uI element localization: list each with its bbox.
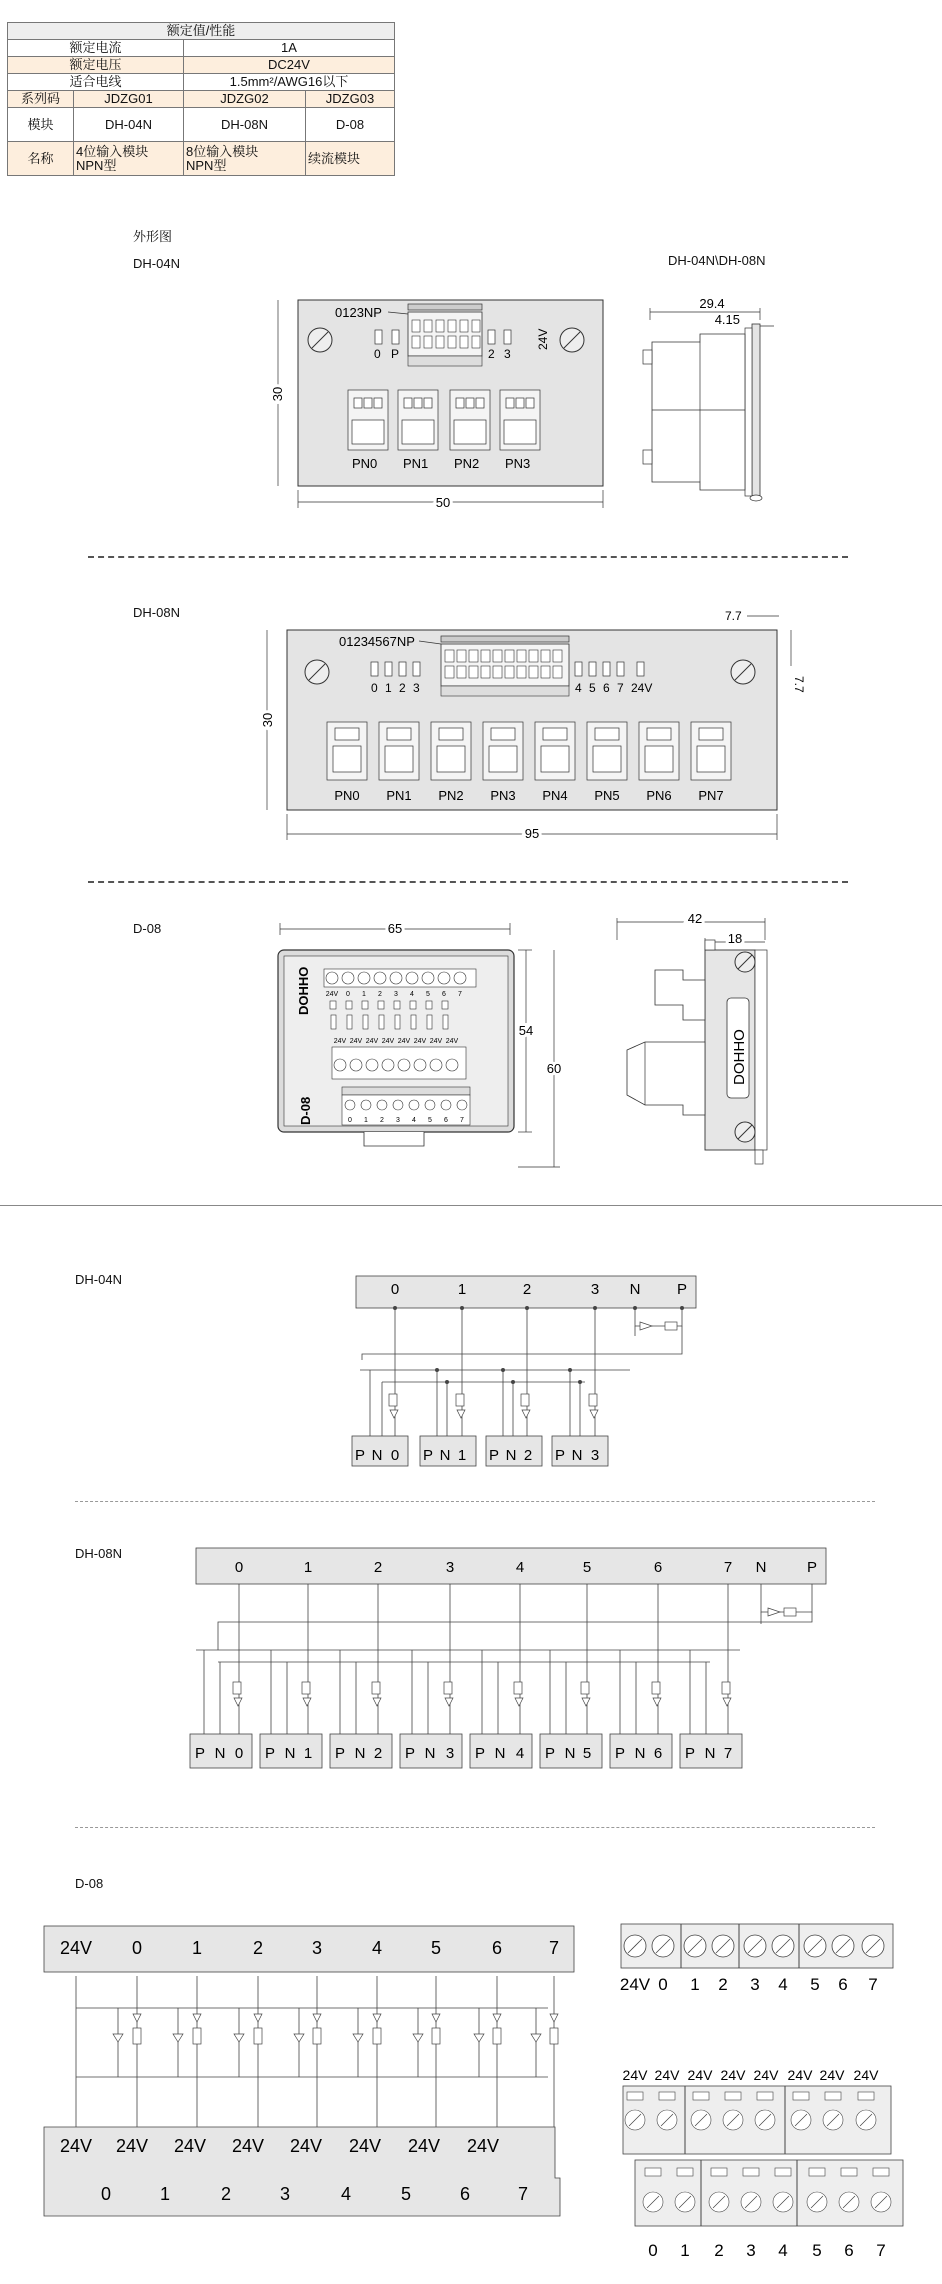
pin-label: 2 xyxy=(373,1745,383,1762)
side-view-label: DH-04N\DH-08N xyxy=(668,253,766,268)
terminal-label: 1 xyxy=(457,1281,467,1298)
screw-icon xyxy=(305,660,329,684)
terminal-label: 24V xyxy=(819,2067,845,2083)
screw-icon xyxy=(735,1122,755,1142)
terminal-label: 5 xyxy=(426,991,430,998)
pin-label: N xyxy=(424,1745,436,1762)
connector-pn2 xyxy=(450,390,490,450)
pin-label: 5 xyxy=(582,1745,592,1762)
dh08n-wiring-diagram xyxy=(180,1542,840,1782)
voltage-label: 24V xyxy=(631,681,653,695)
terminal-label: 24V xyxy=(348,2136,382,2156)
pin-label: 1 xyxy=(457,1447,467,1464)
terminal-label: 24V xyxy=(466,2136,500,2156)
product-name: 8位输入模块 NPN型 xyxy=(184,142,306,176)
terminal-label: 3 xyxy=(394,991,398,998)
strip-label: 0123NP xyxy=(335,305,382,320)
terminal-label: 24V xyxy=(720,2067,746,2083)
terminal-label: 1 xyxy=(159,2184,171,2204)
terminal-label: 24V xyxy=(397,1038,411,1045)
terminal-label: 24V xyxy=(349,1038,363,1045)
side-dim-a: 29.4 xyxy=(699,296,725,311)
brand-label: DOHHO xyxy=(731,1029,748,1085)
terminal-label: 4 xyxy=(778,1975,788,1994)
terminal-label: 7 xyxy=(723,1559,733,1576)
terminal-label: 5 xyxy=(428,1117,432,1124)
d08-side-view-drawing xyxy=(605,910,795,1175)
terminal-label: 24V xyxy=(231,2136,265,2156)
spec-table xyxy=(7,22,395,176)
module-name: DH-04N xyxy=(74,108,184,142)
divider xyxy=(88,881,848,883)
pin-label: 4 xyxy=(515,1745,525,1762)
terminal-label: 0 xyxy=(346,991,350,998)
pin-label: 6 xyxy=(653,1745,663,1762)
connector-pn7 xyxy=(691,722,731,780)
pin-label: P xyxy=(264,1745,276,1762)
terminal-label: 2 xyxy=(380,1117,384,1124)
pin-label: P xyxy=(614,1745,626,1762)
pin-label: P xyxy=(194,1745,206,1762)
dim-right-b: 7.7 xyxy=(792,676,806,693)
pin-label: P xyxy=(488,1447,500,1464)
led-label: 3 xyxy=(504,347,511,361)
terminal-label: 7 xyxy=(517,2184,529,2204)
name-label: 名称 xyxy=(8,142,74,176)
terminal-label: 7 xyxy=(548,1938,560,1958)
series-code: JDZG03 xyxy=(306,91,395,108)
series-code: JDZG02 xyxy=(184,91,306,108)
terminal-label: N xyxy=(755,1559,767,1576)
led-label: 5 xyxy=(589,681,596,695)
pin-label: P xyxy=(422,1447,434,1464)
terminal-label: 4 xyxy=(778,2241,788,2260)
terminal-label: 6 xyxy=(838,1975,848,1994)
terminal-label: 3 xyxy=(396,1117,400,1124)
d08-outline-drawing xyxy=(270,915,570,1175)
terminal-label: 24V xyxy=(853,2067,879,2083)
spec-value: 1A xyxy=(184,40,395,57)
terminal-label: 3 xyxy=(590,1281,600,1298)
terminal-label: 3 xyxy=(279,2184,291,2204)
pin-label: N xyxy=(571,1447,583,1464)
series-code: JDZG01 xyxy=(74,91,184,108)
led-icon xyxy=(233,1608,796,1706)
pin-label: P xyxy=(474,1745,486,1762)
terminal-label: 3 xyxy=(746,2241,756,2260)
terminal-label: 4 xyxy=(371,1938,383,1958)
spec-value: 1.5mm²/AWG16以下 xyxy=(184,74,395,91)
terminal-label: 2 xyxy=(522,1281,532,1298)
side-dim-b: 4.15 xyxy=(714,312,740,327)
terminal-label: 2 xyxy=(252,1938,264,1958)
terminal-label: 24V xyxy=(333,1038,347,1045)
port-label: PN3 xyxy=(505,456,531,471)
terminal-label: 24V xyxy=(753,2067,779,2083)
spec-label: 额定电压 xyxy=(8,57,184,74)
terminal-label: 1 xyxy=(362,991,366,998)
dim-height: 30 xyxy=(260,712,275,728)
terminal-label: 4 xyxy=(515,1559,525,1576)
led-label: 3 xyxy=(413,681,420,695)
terminal-label: 24V xyxy=(289,2136,323,2156)
dh08n-outline-label: DH-08N xyxy=(133,605,180,620)
terminal-label: 4 xyxy=(410,991,414,998)
module-name: D-08 xyxy=(306,108,395,142)
terminal-label: 7 xyxy=(458,991,462,998)
divider xyxy=(75,1501,875,1502)
d08-outline-label: D-08 xyxy=(133,921,162,936)
terminal-label: 24V xyxy=(325,991,339,998)
terminal-label: 24V xyxy=(787,2067,813,2083)
led-label: 2 xyxy=(399,681,406,695)
side-dim-a: 42 xyxy=(687,911,703,926)
terminal-label: 6 xyxy=(459,2184,471,2204)
port-label: PN6 xyxy=(646,788,672,803)
pin-label: 7 xyxy=(723,1745,733,1762)
led-label: 1 xyxy=(385,681,392,695)
module-label: 模块 xyxy=(8,108,74,142)
product-name: 续流模块 xyxy=(306,142,395,176)
pin-label: P xyxy=(354,1447,366,1464)
terminal-label: 1 xyxy=(364,1117,368,1124)
pin-label: N xyxy=(704,1745,716,1762)
brand-label: DOHHO xyxy=(296,966,311,1015)
dim-width: 50 xyxy=(435,495,451,510)
terminal-label: 24V xyxy=(619,1975,651,1994)
terminal-label: 0 xyxy=(658,1975,668,1994)
terminal-label: 24V xyxy=(407,2136,441,2156)
pin-label: P xyxy=(544,1745,556,1762)
screw-icon xyxy=(735,952,755,972)
pin-label: N xyxy=(439,1447,451,1464)
connector-pn3 xyxy=(483,722,523,780)
screw-icon xyxy=(560,328,584,352)
led-label: 4 xyxy=(575,681,582,695)
terminal-label: 24V xyxy=(654,2067,680,2083)
pin-label: N xyxy=(494,1745,506,1762)
terminal-label: 3 xyxy=(311,1938,323,1958)
led-label: 2 xyxy=(488,347,495,361)
terminal-label: 6 xyxy=(653,1559,663,1576)
terminal-label: 7 xyxy=(876,2241,886,2260)
terminal-label: 1 xyxy=(680,2241,690,2260)
side-view-drawing xyxy=(640,290,790,520)
connector-pn0 xyxy=(327,722,367,780)
connector-pn1 xyxy=(398,390,438,450)
dh08n-outline-drawing xyxy=(255,610,815,840)
terminal-label: 0 xyxy=(131,1938,143,1958)
d08-wiring-label: D-08 xyxy=(75,1876,104,1891)
terminal-label: 24V xyxy=(59,1938,93,1958)
terminal-label: 4 xyxy=(340,2184,352,2204)
pin-label: N xyxy=(284,1745,296,1762)
screw-icon xyxy=(731,660,755,684)
voltage-label: 24V xyxy=(536,328,550,350)
pin-label: P xyxy=(404,1745,416,1762)
strip-label: 01234567NP xyxy=(339,634,415,649)
terminal-label: 5 xyxy=(810,1975,820,1994)
connector-pn2 xyxy=(431,722,471,780)
terminal-label: 2 xyxy=(378,991,382,998)
terminal-label: 2 xyxy=(220,2184,232,2204)
outline-title: 外形图 xyxy=(133,229,173,244)
terminal-label: 5 xyxy=(812,2241,822,2260)
pin-label: P xyxy=(684,1745,696,1762)
port-label: PN3 xyxy=(490,788,516,803)
pin-label: N xyxy=(505,1447,517,1464)
dh08n-wiring-label: DH-08N xyxy=(75,1546,122,1561)
terminal-label: 2 xyxy=(714,2241,724,2260)
dh04n-wiring-diagram xyxy=(340,1270,700,1470)
port-label: PN1 xyxy=(403,456,429,471)
terminal-label: N xyxy=(629,1281,641,1298)
port-label: PN2 xyxy=(438,788,464,803)
dh04n-wiring-label: DH-04N xyxy=(75,1272,122,1287)
led-label: 0 xyxy=(374,347,381,361)
module-name: DH-08N xyxy=(184,108,306,142)
port-label: PN1 xyxy=(386,788,412,803)
connector-pn0 xyxy=(348,390,388,450)
led-label: P xyxy=(391,347,400,361)
pin-label: 2 xyxy=(523,1447,533,1464)
port-label: PN7 xyxy=(698,788,724,803)
pin-label: N xyxy=(634,1745,646,1762)
dh04n-outline-drawing xyxy=(260,290,620,510)
spec-label: 额定电流 xyxy=(8,40,184,57)
terminal-label: 24V xyxy=(622,2067,648,2083)
connector-pn6 xyxy=(639,722,679,780)
terminal-label: 6 xyxy=(491,1938,503,1958)
terminal-label: 7 xyxy=(868,1975,878,1994)
led-label: 6 xyxy=(603,681,610,695)
dim-right-a: 7.7 xyxy=(725,609,742,623)
terminal-label: 1 xyxy=(303,1559,313,1576)
port-label: PN0 xyxy=(334,788,360,803)
model-label: D-08 xyxy=(298,1096,313,1125)
port-label: PN4 xyxy=(542,788,568,803)
led-label: 7 xyxy=(617,681,624,695)
dim-inner: 54 xyxy=(518,1023,534,1038)
pin-label: N xyxy=(564,1745,576,1762)
port-label: PN5 xyxy=(594,788,620,803)
terminal-label: 24V xyxy=(687,2067,713,2083)
series-label: 系列码 xyxy=(8,91,74,108)
dim-height: 30 xyxy=(270,386,285,402)
terminal-label: 3 xyxy=(445,1559,455,1576)
side-dim-b: 18 xyxy=(727,931,743,946)
dim-outer: 60 xyxy=(546,1061,562,1076)
pin-label: N xyxy=(214,1745,226,1762)
screw-icon xyxy=(308,328,332,352)
d08-wiring-diagram xyxy=(40,1920,580,2225)
terminal-label: 24V xyxy=(365,1038,379,1045)
spec-label: 适合电线 xyxy=(8,74,184,91)
connector-pn1 xyxy=(379,722,419,780)
pin-label: 0 xyxy=(390,1447,400,1464)
terminal-label: 0 xyxy=(100,2184,112,2204)
terminal-label: 6 xyxy=(444,1117,448,1124)
led-label: 0 xyxy=(371,681,378,695)
terminal-label: 3 xyxy=(750,1975,760,1994)
dh04n-outline-label: DH-04N xyxy=(133,256,180,271)
pin-label: P xyxy=(334,1745,346,1762)
pin-label: 3 xyxy=(590,1447,600,1464)
terminal-label: 6 xyxy=(442,991,446,998)
d08-terminal-views xyxy=(615,1920,900,2275)
pin-label: 0 xyxy=(234,1745,244,1762)
terminal-label: 24V xyxy=(173,2136,207,2156)
divider xyxy=(75,1827,875,1828)
divider xyxy=(88,556,848,558)
terminal-label: 4 xyxy=(412,1117,416,1124)
terminal-label: 0 xyxy=(648,2241,658,2260)
connector-pn4 xyxy=(535,722,575,780)
terminal-label: 0 xyxy=(234,1559,244,1576)
terminal-label: 24V xyxy=(429,1038,443,1045)
spec-value: DC24V xyxy=(184,57,395,74)
terminal-label: 6 xyxy=(844,2241,854,2260)
pin-label: 3 xyxy=(445,1745,455,1762)
terminal-label: 24V xyxy=(445,1038,459,1045)
terminal-label: 5 xyxy=(582,1559,592,1576)
terminal-label: 5 xyxy=(430,1938,442,1958)
terminal-label: 0 xyxy=(348,1117,352,1124)
terminal-label: P xyxy=(806,1559,818,1576)
connector-pn3 xyxy=(500,390,540,450)
pin-label: P xyxy=(554,1447,566,1464)
terminal-label: 7 xyxy=(460,1117,464,1124)
spec-header: 额定值/性能 xyxy=(8,23,395,40)
terminal-label: 24V xyxy=(381,1038,395,1045)
pin-label: N xyxy=(371,1447,383,1464)
terminal-label: 1 xyxy=(191,1938,203,1958)
dim-width: 65 xyxy=(387,921,403,936)
terminal-label: P xyxy=(676,1281,688,1298)
terminal-label: 2 xyxy=(373,1559,383,1576)
pin-label: 1 xyxy=(303,1745,313,1762)
dim-width: 95 xyxy=(524,826,540,841)
connector-pn5 xyxy=(587,722,627,780)
terminal-label: 5 xyxy=(400,2184,412,2204)
port-label: PN0 xyxy=(352,456,378,471)
terminal-label: 1 xyxy=(690,1975,700,1994)
section-divider xyxy=(0,1205,942,1206)
terminal-label: 2 xyxy=(718,1975,728,1994)
terminal-label: 24V xyxy=(59,2136,93,2156)
terminal-label: 24V xyxy=(115,2136,149,2156)
terminal-label: 24V xyxy=(413,1038,427,1045)
terminal-label: 0 xyxy=(390,1281,400,1298)
pin-label: N xyxy=(354,1745,366,1762)
product-name: 4位输入模块 NPN型 xyxy=(74,142,184,176)
port-label: PN2 xyxy=(454,456,480,471)
